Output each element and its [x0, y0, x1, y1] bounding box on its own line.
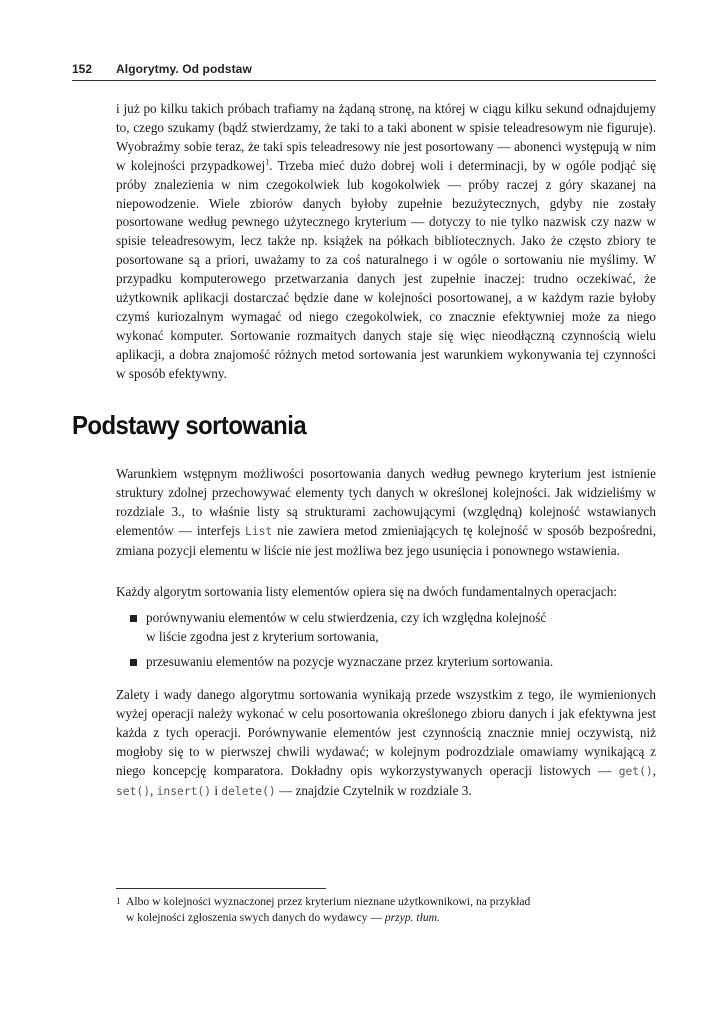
list-item [130, 653, 656, 672]
list-item-line: przesuwaniu elementów na pozycje wyznaczane przez kryterium sortowania. [146, 653, 554, 669]
code-list-interface: List [245, 524, 273, 538]
page-header [72, 58, 656, 82]
code-get: get() [618, 764, 653, 778]
operations-list [130, 609, 656, 678]
paragraph-list-structures [116, 465, 656, 561]
bullet-square-icon [130, 659, 137, 666]
paragraph-operations-intro [116, 583, 656, 602]
footnote-reference: 1 [265, 157, 270, 167]
intro-text-before-footnote: i już po kilku takich próbach trafiamy na żądaną stronę, na której w ciągu kilku sekund odnajdujemy to, czego szukamy (bądź stwierdzamy, że taki to a taki abonent w spisie teleadresowym nie figuruje). Wyobraźmy sobie teraz, że taki spis teleadresowy nie jest posortowany — abonenci występują w nim w kolejności przypadkowej [116, 101, 656, 173]
footnote-line [116, 910, 656, 926]
footnote [116, 894, 656, 926]
code-set: set() [116, 784, 151, 798]
para3-text: Każdy algorytm sortowania listy elementów opiera się na dwóch fundamentalnych operacjach: [116, 584, 617, 599]
list-item-line: w liście zgodna jest z kryterium sortowania, [146, 628, 379, 644]
code-insert: insert() [156, 784, 212, 798]
para2-text-before-code: Warunkiem wstępnym możliwości posortowania danych według pewnego kryterium jest istnienie struktury zdolnej przechowywać elementy tych danych w określonej kolejności. Jak widzieliśmy w rozdziale 3., to właśnie listy są strukturami zachowującymi (względną) kolejność wstawianych elementów — interfejs [116, 466, 656, 538]
para4-sep: , [652, 762, 656, 778]
section-heading: Podstawy sortowania [72, 410, 307, 440]
para4-sep: i [211, 782, 222, 798]
para4-sep: , [150, 782, 157, 798]
footnote-line2-text: w kolejności zgłoszenia swych danych do wydawcy — [126, 911, 385, 924]
footnote-line: Albo w kolejności wyznaczonej przez kryterium nieznane użytkownikowi, na przykład [126, 895, 531, 908]
para4-text: Zalety i wady danego algorytmu sortowania wynikają przede wszystkim z tego, ile wymienionych wyżej operacji należy wykonać w celu posortowania określonego zbioru danych i jak efektywna jest każda z tych operacji. Porównywanie elementów jest czynnością znacznie mniej oczywistą, niż mogłoby się to w pierwszej chwili wydawać; w kolejnym podrozdziale omawiamy wynikającą z niego koncepcję komparatora. Dokładny opis wykorzystywanych operacji listowych — [116, 687, 656, 778]
para4-tail: — znajdzie Czytelnik w rozdziale 3. [275, 782, 472, 798]
footnote-number: 1 [116, 896, 121, 906]
footnote-translator-note: przyp. tłum. [384, 911, 440, 924]
intro-text-after-footnote: . Trzeba mieć dużo dobrej woli i determinacji, by w ogóle podjąć się próby znalezienia w nim czegokolwiek lub kogokolwiek — próby raczej z góry skazanej na niepowodzenie. Wiele zbiorów danych byłoby zupełnie bezużytecznych, gdyby nie zostały posortowane według pewnego użytecznego kryterium — dotyczy to nie tylko nazwisk czy nazw w spisie teleadresowym, lecz także np. książek na półkach bibliotecznych. Jako że często zbiory te posortowane są a priori, uważamy to za coś naturalnego i w ogóle o sortowaniu nie myślimy. W przypadku komputerowego przetwarzania danych jest zupełnie inaczej: trudno oczekiwać, że użytkownik aplikacji dostarczać będzie dane w kolejności posortowanej, a w każdym razie byłoby czymś kuriozalnym wymagać od niego czegokolwiek, co znacznie efektywniej może za niego wykonać komputer. Sortowanie rozmaitych danych staje się więc nieodłączną czynnością wielu aplikacji, a dobra znajomość różnych metod sortowania jest warunkiem wykonywania tej czynności w sposób efektywny. [116, 157, 656, 381]
running-title: Algorytmy. Od podstaw [116, 62, 252, 76]
footnote-rule [116, 888, 326, 889]
header-rule [72, 80, 656, 81]
paragraph-pros-cons [116, 686, 656, 801]
para2-text-after-code: nie zawiera metod zmieniających tę kolejność w sposób bezpośredni, zmiana pozycji elementu w liście nie jest możliwa bez jego usunięcia i ponownego wstawienia. [116, 522, 656, 558]
list-item-line: porównywaniu elementów w celu stwierdzenia, czy ich względna kolejność [146, 610, 547, 625]
page-number: 152 [72, 62, 93, 76]
bullet-square-icon [130, 615, 137, 622]
intro-paragraph [116, 100, 656, 384]
code-delete: delete() [221, 784, 276, 798]
list-item [130, 609, 656, 647]
